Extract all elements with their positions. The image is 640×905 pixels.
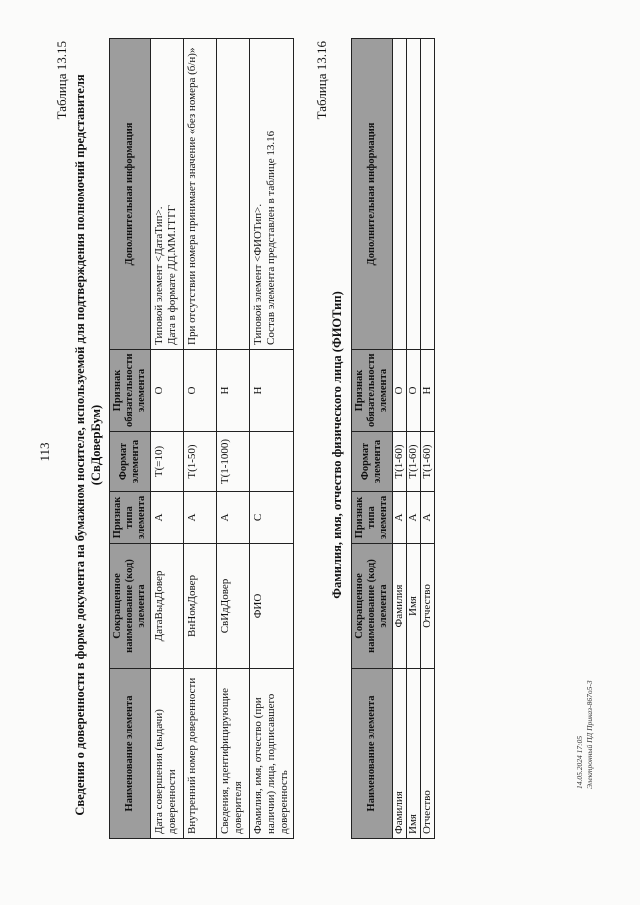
cell-required: Н: [217, 350, 250, 432]
info-line: Дата в формате ДД.ММ.ГГГГ: [166, 204, 178, 345]
stamp-date: 14.05.2024 17:05: [575, 735, 584, 789]
cell-required: О: [151, 350, 184, 432]
header-required: Признак обязательности элемента: [352, 350, 393, 432]
table-row: [217, 39, 250, 839]
cell-name: Дата совершения (выдачи) доверенности: [151, 669, 184, 839]
table-row: [407, 39, 421, 839]
cell-info: [217, 39, 250, 350]
table-svdoverbum: [109, 38, 294, 839]
info-line: Состав элемента представлен в таблице 13.16: [265, 130, 277, 345]
cell-required: О: [184, 350, 217, 432]
cell-code: Фамилия: [393, 544, 407, 669]
cell-required: Н: [250, 350, 294, 432]
info-line: Типовой элемент <ФИОТип>.: [252, 203, 264, 345]
cell-required: О: [407, 350, 421, 432]
table-row: [250, 39, 294, 839]
stamp-id: Электронный ПД Приказ-867о5-3: [585, 680, 594, 789]
table-title-13-15: Сведения о доверенности в форме документа на бумажном носителе, используемой для подтверждения полномочий представителя (СвДоверБум): [73, 74, 103, 816]
cell-type: А: [184, 492, 217, 544]
cell-name: Фамилия, имя, отчество (при наличии) лица, подписавшего доверенность: [250, 669, 294, 839]
cell-format: T(1-60): [393, 432, 407, 492]
cell-name: Отчество: [421, 669, 435, 839]
header-code: Сокращенное наименование (код) элемента: [352, 544, 393, 669]
cell-code: ДатаВыдДовер: [151, 544, 184, 669]
cell-name: Сведения, идентифицирующие доверителя: [217, 669, 250, 839]
info-line: Типовой элемент <ДатаТип>.: [153, 206, 165, 345]
page-number: 113: [37, 442, 52, 462]
header-format: Формат элемента: [110, 432, 151, 492]
cell-code: СвИдДовер: [217, 544, 250, 669]
cell-format: T(1-1000): [217, 432, 250, 492]
cell-code: ФИО: [250, 544, 294, 669]
cell-format: T(1-60): [407, 432, 421, 492]
table-row: [421, 39, 435, 839]
header-required: Признак обязательности элемента: [110, 350, 151, 432]
cell-type: А: [407, 492, 421, 544]
cell-type: С: [250, 492, 294, 544]
header-code: Сокращенное наименование (код) элемента: [110, 544, 151, 669]
header-name: Наименование элемента: [352, 669, 393, 839]
table-label-13-15: Таблица 13.15: [54, 41, 69, 120]
header-info: Дополнительная информация: [352, 39, 393, 350]
header-format: Формат элемента: [352, 432, 393, 492]
table-fiotip: [351, 38, 435, 839]
header-type: Признак типа элемента: [110, 492, 151, 544]
table-label-13-16: Таблица 13.16: [314, 41, 329, 120]
table-row: [184, 39, 217, 839]
cell-format: T(=10): [151, 432, 184, 492]
cell-name: Имя: [407, 669, 421, 839]
cell-info: [407, 39, 421, 350]
cell-format: T(1-60): [421, 432, 435, 492]
header-name: Наименование элемента: [110, 669, 151, 839]
table-title-13-16: Фамилия, имя, отчество физического лица (ФИОТип): [330, 291, 344, 599]
cell-required: Н: [421, 350, 435, 432]
header-info: Дополнительная информация: [110, 39, 151, 350]
cell-required: О: [393, 350, 407, 432]
table-header-row: [110, 39, 151, 839]
cell-type: А: [217, 492, 250, 544]
cell-code: Отчество: [421, 544, 435, 669]
table-header-row: [352, 39, 393, 839]
cell-code: ВнНомДовер: [184, 544, 217, 669]
table-row: [393, 39, 407, 839]
info-line: При отсутствии номера принимает значение «без номера (б/н)»: [186, 47, 198, 345]
cell-name: Внутренний номер доверенности: [184, 669, 217, 839]
cell-format: [250, 432, 294, 492]
cell-info: [250, 39, 294, 350]
table-row: [151, 39, 184, 839]
header-type: Признак типа элемента: [352, 492, 393, 544]
cell-format: T(1-50): [184, 432, 217, 492]
cell-info: [393, 39, 407, 350]
cell-name: Фамилия: [393, 669, 407, 839]
cell-code: Имя: [407, 544, 421, 669]
cell-info: [151, 39, 184, 350]
electronic-stamp: [575, 639, 595, 789]
cell-info: [421, 39, 435, 350]
cell-type: А: [421, 492, 435, 544]
cell-type: А: [393, 492, 407, 544]
cell-info: [184, 39, 217, 350]
cell-type: А: [151, 492, 184, 544]
